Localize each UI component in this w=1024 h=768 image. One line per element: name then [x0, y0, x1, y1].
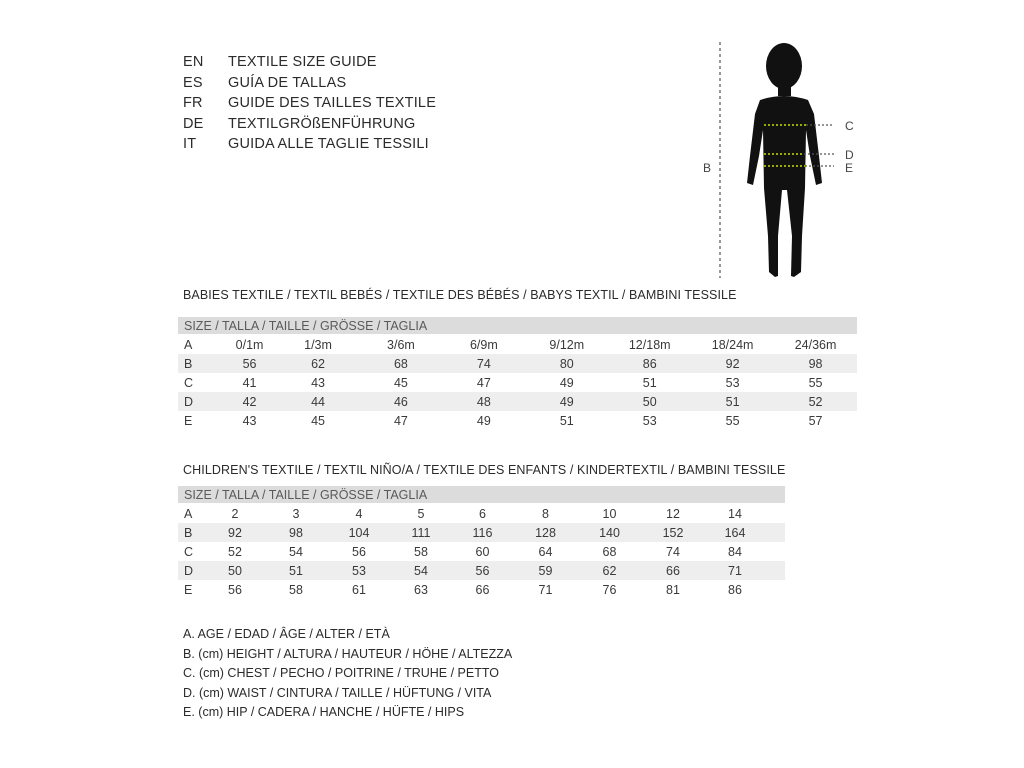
table-cell: 6	[479, 506, 486, 521]
lang-code: FR	[183, 95, 203, 112]
row-label: E	[184, 582, 193, 597]
table-cell: 56	[228, 582, 242, 597]
babies-table-row	[178, 354, 857, 373]
table-cell: 86	[728, 582, 742, 597]
table-cell: 42	[242, 394, 257, 409]
table-cell: 152	[662, 525, 684, 540]
table-cell: 47	[393, 413, 408, 428]
table-cell: 18/24m	[711, 337, 754, 352]
table-cell: 76	[602, 582, 617, 597]
table-cell: 104	[348, 525, 370, 540]
table-cell: 64	[538, 544, 553, 559]
lang-row-fr	[183, 93, 436, 114]
table-cell: 5	[417, 506, 425, 521]
babies-table-header: SIZE / TALLA / TAILLE / GRÖSSE / TAGLIA	[178, 317, 857, 335]
table-cell: 43	[311, 375, 325, 390]
label-d: D	[845, 148, 854, 162]
measurement-legend	[183, 625, 512, 723]
table-cell: 116	[472, 525, 493, 540]
table-cell: 53	[642, 413, 657, 428]
table-cell: 74	[476, 356, 491, 371]
row-label: D	[184, 394, 194, 409]
table-cell: 71	[538, 582, 553, 597]
table-cell: 51	[289, 563, 303, 578]
children-table-row	[178, 523, 785, 542]
row-label: D	[184, 563, 194, 578]
table-cell: 8	[542, 506, 549, 521]
table-cell: 50	[642, 394, 657, 409]
lang-title: GUIDE DES TAILLES TEXTILE	[228, 95, 437, 112]
child-silhouette-figure	[698, 38, 868, 283]
table-cell: 60	[475, 544, 490, 559]
children-table-row	[178, 580, 785, 599]
table-cell: 12	[666, 506, 680, 521]
lang-row-it	[183, 134, 436, 155]
table-cell: 58	[289, 582, 303, 597]
children-table-row	[178, 561, 785, 580]
table-cell: 52	[228, 544, 242, 559]
table-cell: 66	[666, 563, 680, 578]
table-cell: 56	[242, 356, 257, 371]
children-size-table	[178, 486, 785, 599]
table-cell: 92	[725, 356, 740, 371]
table-cell: 56	[352, 544, 366, 559]
table-cell: 92	[228, 525, 242, 540]
silhouette-icon	[747, 43, 822, 277]
lang-code: IT	[183, 136, 197, 153]
table-cell: 44	[311, 394, 325, 409]
row-label: B	[184, 525, 193, 540]
table-cell: 81	[666, 582, 680, 597]
table-cell: 50	[228, 563, 242, 578]
label-e: E	[845, 161, 854, 175]
table-cell: 14	[728, 506, 742, 521]
table-cell: 49	[559, 375, 574, 390]
table-cell: 54	[289, 544, 303, 559]
table-cell: 128	[535, 525, 556, 540]
table-cell: 56	[475, 563, 490, 578]
row-label: B	[184, 356, 193, 371]
table-cell: 140	[599, 525, 620, 540]
lang-title: GUÍA DE TALLAS	[228, 74, 347, 91]
lang-title: GUIDA ALLE TAGLIE TESSILI	[228, 136, 429, 153]
table-cell: 54	[414, 563, 428, 578]
lang-code: EN	[183, 54, 204, 71]
row-label: A	[184, 506, 193, 521]
children-table-header: SIZE / TALLA / TAILLE / GRÖSSE / TAGLIA	[178, 486, 785, 504]
lang-title: TEXTILE SIZE GUIDE	[228, 54, 377, 71]
legend-item-height: B. (cm) HEIGHT / ALTURA / HAUTEUR / HÖHE / ALTEZZA	[183, 646, 513, 661]
table-cell: 45	[311, 413, 325, 428]
table-cell: 6/9m	[469, 337, 498, 352]
table-cell: 68	[602, 544, 617, 559]
table-cell: 62	[602, 563, 617, 578]
row-label: E	[184, 413, 193, 428]
table-cell: 2	[231, 506, 239, 521]
table-cell: 24/36m	[794, 337, 837, 352]
children-section-title: CHILDREN'S TEXTILE / TEXTIL NIÑO/A / TEXTILE DES ENFANTS / KINDERTEXTIL / BAMBINI TESSILE	[183, 463, 786, 477]
babies-section-title: BABIES TEXTILE / TEXTIL BEBÉS / TEXTILE DES BÉBÉS / BABYS TEXTIL / BAMBINI TESSILE	[183, 288, 737, 302]
lang-title: TEXTILGRÖßENFÜHRUNG	[228, 115, 416, 132]
babies-table-row	[178, 373, 857, 392]
table-cell: 98	[289, 525, 303, 540]
table-cell: 3/6m	[387, 337, 415, 352]
label-c: C	[845, 119, 854, 133]
table-cell: 98	[808, 356, 823, 371]
table-cell: 74	[666, 544, 680, 559]
table-cell: 80	[559, 356, 574, 371]
table-cell: 59	[538, 563, 553, 578]
table-cell: 41	[242, 375, 257, 390]
table-cell: 55	[725, 413, 740, 428]
table-cell: 10	[602, 506, 617, 521]
lang-code: DE	[183, 115, 204, 132]
row-label: C	[184, 375, 194, 390]
table-cell: 51	[559, 413, 574, 428]
table-cell: 63	[414, 582, 428, 597]
table-cell: 66	[475, 582, 490, 597]
table-cell: 4	[355, 506, 363, 521]
children-table-row	[178, 504, 785, 523]
table-cell: 86	[642, 356, 657, 371]
table-cell: 53	[352, 563, 366, 578]
table-cell: 51	[725, 394, 740, 409]
legend-item-hip: E. (cm) HIP / CADERA / HANCHE / HÜFTE / HIPS	[183, 705, 465, 719]
table-cell: 68	[393, 356, 408, 371]
lang-row-es	[183, 73, 436, 94]
lang-row-de	[183, 114, 436, 135]
babies-size-table	[178, 317, 857, 430]
lang-row-en	[183, 52, 436, 73]
table-cell: 43	[242, 413, 257, 428]
legend-item-age: A. AGE / EDAD / ÂGE / ALTER / ETÀ	[183, 627, 390, 641]
table-cell: 53	[725, 375, 740, 390]
table-cell: 58	[414, 544, 428, 559]
legend-item-chest: C. (cm) CHEST / PECHO / POITRINE / TRUHE / PETTO	[183, 666, 500, 680]
table-cell: 1/3m	[304, 337, 332, 352]
table-cell: 61	[352, 582, 366, 597]
table-cell: 71	[728, 563, 742, 578]
table-cell: 55	[808, 375, 823, 390]
table-cell: 57	[808, 413, 823, 428]
legend-item-waist: D. (cm) WAIST / CINTURA / TAILLE / HÜFTUNG / VITA	[183, 685, 492, 700]
table-cell: 62	[311, 356, 325, 371]
children-table-row	[178, 542, 785, 561]
table-cell: 51	[642, 375, 657, 390]
table-cell: 9/12m	[549, 337, 585, 352]
table-cell: 52	[808, 394, 823, 409]
language-list	[183, 52, 436, 155]
row-label: A	[184, 337, 193, 352]
table-cell: 47	[476, 375, 491, 390]
label-b: B	[703, 161, 712, 175]
table-cell: 111	[411, 525, 431, 540]
babies-table-row	[178, 335, 857, 354]
babies-table-row	[178, 392, 857, 411]
table-cell: 46	[393, 394, 408, 409]
table-cell: 49	[476, 413, 491, 428]
table-cell: 12/18m	[628, 337, 671, 352]
table-cell: 3	[292, 506, 300, 521]
row-label: C	[184, 544, 194, 559]
table-cell: 45	[393, 375, 408, 390]
lang-code: ES	[183, 74, 203, 91]
babies-table-row	[178, 411, 857, 430]
table-cell: 48	[476, 394, 491, 409]
table-cell: 49	[559, 394, 574, 409]
table-cell: 84	[728, 544, 742, 559]
table-cell: 164	[724, 525, 746, 540]
table-cell: 0/1m	[235, 337, 264, 352]
